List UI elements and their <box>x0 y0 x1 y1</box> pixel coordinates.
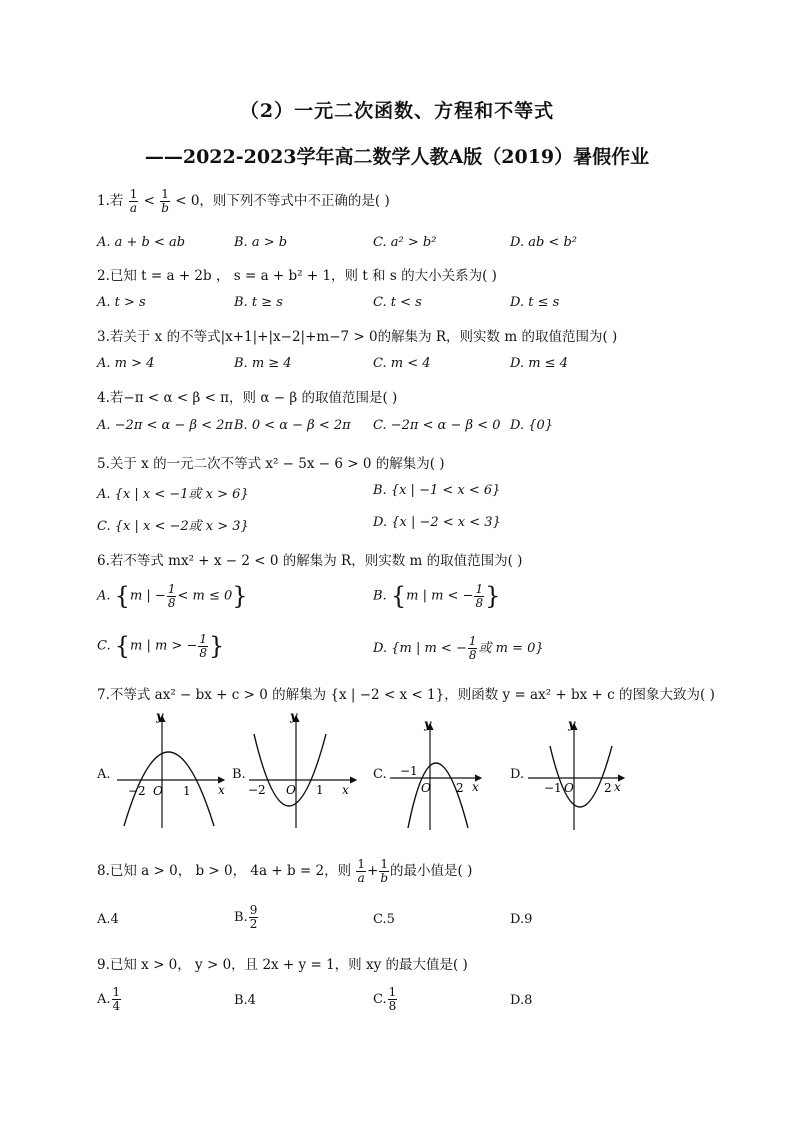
q4-option-c[interactable]: C. −2π < α − β < 0 <box>373 418 501 433</box>
q8-option-b[interactable]: B. $\frac{9}{2}$ <box>234 903 258 931</box>
origin-label: O <box>286 783 296 797</box>
tick-label: 1 <box>316 783 324 797</box>
y-axis-label: y <box>290 709 297 723</box>
question-3-stem: 3.若关于 x 的不等式|x+1|+|x−2|+m−7 > 0的解集为 R，则实数 m 的取值范围为( ) <box>97 329 618 345</box>
y-axis-label: y <box>156 709 163 723</box>
q1-option-b[interactable]: B. a > b <box>234 235 288 250</box>
q2-option-b[interactable]: B. t ≥ s <box>234 295 283 310</box>
q8-option-d[interactable]: D.9 <box>510 912 533 927</box>
question-1-stem: 1.若 $\frac{1}{a}$ < $\frac{1}{b}$ < 0，则下列不等式中不正确的是( ) <box>97 187 390 215</box>
q1-option-d[interactable]: D. ab < b² <box>510 235 577 250</box>
x-axis-label: x <box>218 783 225 797</box>
q9-option-c[interactable]: C. $\frac{1}{8}$ <box>373 985 397 1013</box>
q7-graph-a[interactable] <box>112 708 232 833</box>
question-4-stem: 4.若−π < α < β < π，则 α − β 的取值范围是( ) <box>97 390 398 406</box>
q6-option-b[interactable]: B. {m | m < − $\frac{1}{8}$ } <box>373 581 501 610</box>
tick-label: −1 <box>400 764 418 778</box>
x-axis-label: x <box>614 780 621 794</box>
origin-label: O <box>153 784 163 798</box>
q6-option-d[interactable]: D. {m | m < − $\frac{1}{8}$ 或 m = 0} <box>373 634 544 662</box>
y-axis-label: y <box>568 718 575 731</box>
q3-option-b[interactable]: B. m ≥ 4 <box>234 356 292 371</box>
q7-graph-b[interactable] <box>244 708 364 833</box>
q7-graph-c[interactable] <box>386 718 491 833</box>
q2-option-a[interactable]: A. t > s <box>97 295 146 310</box>
q8-option-a[interactable]: A.4 <box>97 912 119 927</box>
question-2-stem: 2.已知 t = a + 2b ， s = a + b² + 1，则 t 和 s 的大小关系为( ) <box>97 268 497 284</box>
q8-option-c[interactable]: C.5 <box>373 912 395 927</box>
question-9-stem: 9.已知 x > 0， y > 0，且 2x + y = 1，则 xy 的最大值是( ) <box>97 957 468 973</box>
q5-option-a[interactable]: A. {x | x < −1或 x > 6} <box>97 487 249 502</box>
q4-option-b[interactable]: B. 0 < α − β < 2π <box>234 418 351 433</box>
origin-label: O <box>421 781 431 795</box>
q5-option-d[interactable]: D. {x | −2 < x < 3} <box>373 515 501 530</box>
q2-option-c[interactable]: C. t < s <box>373 295 422 310</box>
q6-option-a[interactable]: A. {m | − $\frac{1}{8}$ < m ≤ 0} <box>97 581 248 610</box>
q1-option-c[interactable]: C. a² > b² <box>373 235 437 250</box>
q1-option-a[interactable]: A. a + b < ab <box>97 235 186 250</box>
q4-option-d[interactable]: D. {0} <box>510 418 554 433</box>
tick-label: 1 <box>183 784 191 798</box>
q9-option-a[interactable]: A. $\frac{1}{4}$ <box>97 985 121 1013</box>
tick-label: 2 <box>456 781 464 795</box>
tick-label: −1 <box>544 781 562 795</box>
tick-label: −2 <box>248 783 266 797</box>
q9-option-b[interactable]: B.4 <box>234 993 256 1008</box>
question-6-stem: 6.若不等式 mx² + x − 2 < 0 的解集为 R，则实数 m 的取值范围为( ) <box>97 553 523 569</box>
page-subtitle: ——2022-2023学年高二数学人教A版（2019）暑假作业 <box>144 146 650 168</box>
page-title: （2）一元二次函数、方程和不等式 <box>239 100 555 122</box>
q5-option-c[interactable]: C. {x | x < −2或 x > 3} <box>97 519 249 534</box>
q2-option-d[interactable]: D. t ≤ s <box>510 295 560 310</box>
q7-option-a[interactable]: A. <box>97 767 111 782</box>
question-7-stem: 7.不等式 ax² − bx + c > 0 的解集为 {x | −2 < x < 1}，则函数 y = ax² + bx + c 的图象大致为( ) <box>97 687 715 703</box>
x-axis-label: x <box>342 783 349 797</box>
q3-option-c[interactable]: C. m < 4 <box>373 356 431 371</box>
origin-label: O <box>564 781 574 795</box>
tick-label: 2 <box>604 781 612 795</box>
q7-option-c[interactable]: C. <box>373 767 387 782</box>
question-8-stem: 8.已知 a > 0， b > 0， 4a + b = 2，则 $\frac{1}{a}$ + $\frac{1}{b}$ 的最小值是( ) <box>97 857 473 885</box>
q4-option-a[interactable]: A. −2π < α − β < 2π <box>97 418 233 433</box>
q7-graph-d[interactable] <box>524 718 634 833</box>
q3-option-d[interactable]: D. m ≤ 4 <box>510 356 568 371</box>
q7-option-b[interactable]: B. <box>232 767 246 782</box>
fraction-1-over-a: $\frac{1}{a}$ <box>129 187 138 215</box>
q9-option-d[interactable]: D.8 <box>510 993 533 1008</box>
q5-option-b[interactable]: B. {x | −1 < x < 6} <box>373 483 501 498</box>
y-axis-label: y <box>424 718 431 731</box>
question-5-stem: 5.关于 x 的一元二次不等式 x² − 5x − 6 > 0 的解集为( ) <box>97 456 445 472</box>
fraction-1-over-b: $\frac{1}{b}$ <box>161 187 169 215</box>
tick-label: −2 <box>128 784 146 798</box>
q6-option-c[interactable]: C. {m | m > − $\frac{1}{8}$ } <box>97 631 225 660</box>
q3-option-a[interactable]: A. m > 4 <box>97 356 155 371</box>
x-axis-label: x <box>472 780 479 794</box>
q7-option-d[interactable]: D. <box>510 767 525 782</box>
